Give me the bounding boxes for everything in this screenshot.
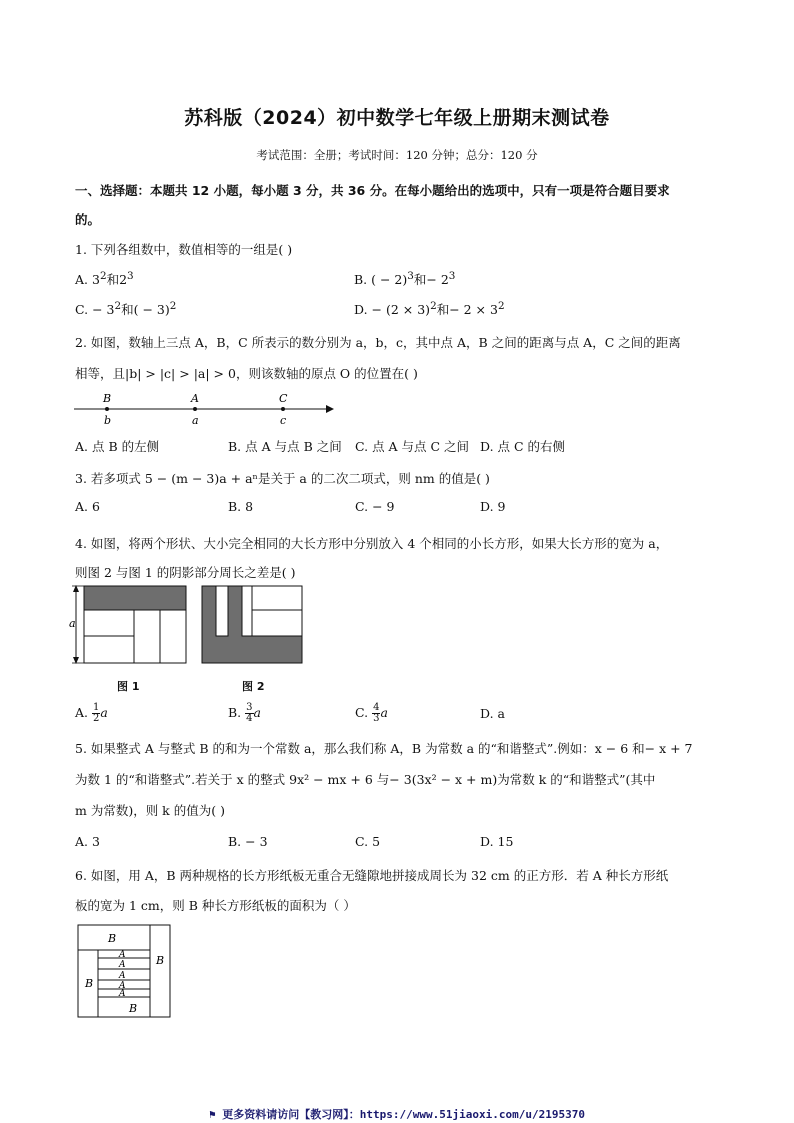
point-a-dot	[193, 407, 197, 411]
q5-option-d: D. 15	[480, 834, 514, 849]
footer-link[interactable]	[0, 1106, 794, 1122]
q1-option-d: D. − $(2 \times 3)^2$和− $2 \times 3^2$	[354, 300, 505, 318]
q3-option-b: B. 8	[228, 499, 254, 514]
q4-stem-cont: 则图 2 与图 1 的阴影部分周长之差是( )	[75, 565, 296, 580]
paperboard-square-figure	[74, 922, 174, 1020]
label-a-5: A	[119, 989, 126, 999]
q2-option-d: D. 点 C 的右侧	[480, 439, 566, 454]
q5-stem-end: m 为常数)，则 k 的值为( )	[75, 803, 225, 818]
fig1-caption: 图 1	[117, 680, 140, 693]
label-b-left: B	[85, 977, 94, 990]
q1-option-a: A. $3^2$和$2^3$	[75, 270, 134, 288]
label-c: c	[280, 414, 287, 427]
q6-stem: 6. 如图，用 A，B 两种规格的长方形纸板无重合无缝隙地拼接成周长为 32 cm 的正方形．若 A 种长方形纸	[75, 868, 669, 883]
q2-stem-cont: 相等，且|b| > |c| > |a| > 0，则该数轴的原点 O 的位置在( )	[75, 366, 418, 381]
section-heading: 一、选择题：本题共 12 小题，每小题 3 分，共 36 分。在每小题给出的选项中，只有一项是符合题目要求	[75, 183, 670, 198]
point-c-dot	[281, 407, 285, 411]
label-a-4: A	[119, 981, 126, 991]
label-b: b	[104, 414, 112, 427]
rectangles-figure	[68, 583, 308, 665]
number-line-figure	[72, 388, 337, 428]
q2-option-b: B. 点 A 与点 B 之间	[228, 439, 342, 454]
q3-option-d: D. 9	[480, 499, 506, 514]
q1-option-b: B. ( − 2)$^3$和− $2^3$	[354, 270, 456, 288]
section-heading-cont: 的。	[75, 212, 101, 227]
label-b-right: B	[156, 954, 165, 967]
q1-option-c: C. − $3^2$和( − 3)$^2$	[75, 300, 177, 318]
dimension-a-label: a	[69, 617, 76, 630]
q4-stem: 4. 如图，将两个形状、大小完全相同的大长方形中分别放入 4 个相同的小长方形，如果大长方形的宽为 a，	[75, 536, 669, 551]
fig2-caption: 图 2	[242, 680, 265, 693]
flag-icon: ⚑	[209, 1108, 223, 1121]
footer-text: 更多资料请访问【教习网】：https://www.51jiaoxi.com/u/2195370	[222, 1108, 585, 1121]
q4-option-a: A. $\frac{1}{2}$ a	[75, 702, 108, 724]
label-b-top: B	[108, 932, 117, 945]
exam-info: 考试范围：全册；考试时间：120 分钟；总分：120 分	[256, 148, 538, 162]
label-A: A	[191, 392, 199, 405]
q3-option-a: A. 6	[75, 499, 100, 514]
label-a-2: A	[119, 960, 126, 970]
q2-option-a: A. 点 B 的左侧	[75, 439, 160, 454]
q5-option-a: A. 3	[75, 834, 100, 849]
q2-stem: 2. 如图，数轴上三点 A，B，C 所表示的数分别为 a，b，c，其中点 A，B 之间的距离与点 A，C 之间的距离	[75, 335, 681, 350]
q4-option-c: C. $\frac{4}{3}$ a	[355, 702, 388, 724]
fig1-shaded-region	[84, 586, 186, 610]
q3-stem: 3. 若多项式 5 − (m − 3)a + aⁿ是关于 a 的二次二项式，则 nm 的值是( )	[75, 471, 490, 486]
q1-stem: 1. 下列各组数中，数值相等的一组是( )	[75, 242, 293, 257]
q5-stem-cont: 为数 1 的“和谐整式”.若关于 x 的整式 9x² − mx + 6 与− 3(3x² − x + m)为常数 k 的“和谐整式”(其中	[75, 772, 656, 787]
q3-option-c: C. − 9	[355, 499, 395, 514]
point-b-dot	[105, 407, 109, 411]
q4-option-b: B. $\frac{3}{4}$ a	[228, 702, 261, 724]
label-B: B	[103, 392, 112, 405]
label-C: C	[279, 392, 288, 405]
label-a: a	[192, 414, 199, 427]
q6-stem-cont: 板的宽为 1 cm，则 B 种长方形纸板的面积为（ ）	[75, 898, 356, 913]
label-a-3: A	[119, 971, 126, 981]
page-title: 苏科版（2024）初中数学七年级上册期末测试卷	[184, 107, 610, 129]
label-b-bottom: B	[129, 1002, 138, 1015]
label-a-1: A	[119, 950, 126, 960]
q4-option-d: D. a	[480, 706, 505, 721]
q2-option-c: C. 点 A 与点 C 之间	[355, 439, 470, 454]
q5-option-c: C. 5	[355, 834, 381, 849]
q5-option-b: B. − 3	[228, 834, 268, 849]
q5-stem: 5. 如果整式 A 与整式 B 的和为一个常数 a，那么我们称 A，B 为常数 a 的“和谐整式”.例如：x − 6 和− x + 7	[75, 741, 693, 756]
